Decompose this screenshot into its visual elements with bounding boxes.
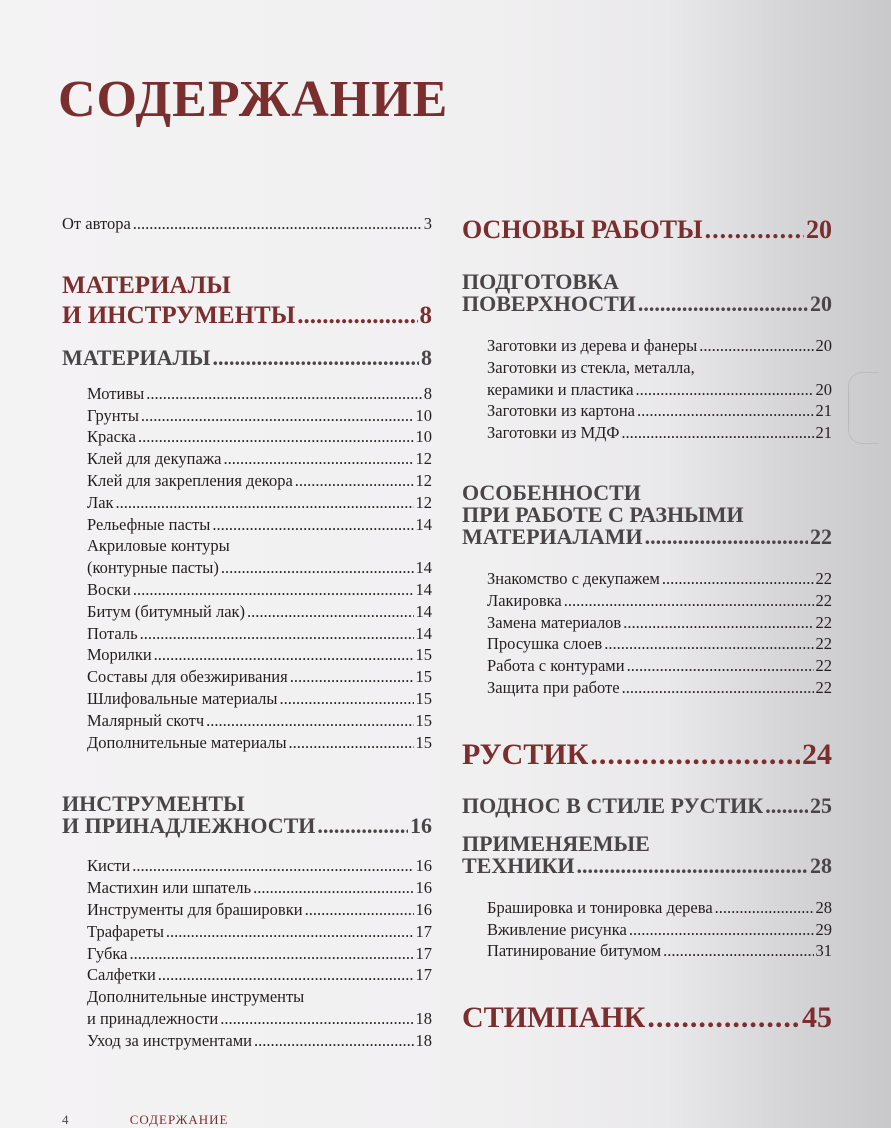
toc-entry-title: От автора: [62, 214, 131, 233]
section-title: РУСТИК: [462, 737, 589, 771]
dot-leader: [138, 426, 414, 448]
toc-page-number: 10: [415, 427, 432, 447]
toc-subsection-surface-prep[interactable]: [462, 271, 832, 315]
toc-entry-title: Салфетки: [87, 965, 156, 985]
toc-page-number: 21: [815, 423, 832, 443]
toc-page-number: 29: [815, 919, 832, 939]
toc-page-number: 20: [806, 215, 832, 244]
toc-list-surface-prep: [462, 335, 832, 444]
footer-page-number: 4: [62, 1112, 70, 1127]
toc-page-number: 15: [415, 645, 432, 665]
page-footer: [62, 1112, 229, 1128]
subsection-title-line1: ПОДГОТОВКА: [462, 269, 619, 294]
toc-left-column: [62, 213, 432, 1052]
toc-entry[interactable]: [87, 666, 432, 688]
dot-leader: [221, 557, 414, 579]
toc-entry[interactable]: [87, 732, 432, 754]
dot-leader: [166, 921, 414, 943]
toc-entry[interactable]: [487, 335, 832, 357]
dot-leader: [622, 677, 814, 699]
toc-page-number: 16: [415, 878, 432, 898]
dot-leader: [662, 568, 814, 590]
dot-leader: [305, 899, 414, 921]
toc-entry[interactable]: [487, 677, 832, 699]
toc-entry[interactable]: [87, 877, 432, 899]
toc-entry[interactable]: [487, 422, 832, 444]
toc-entry-title: Мастихин или шпатель: [87, 878, 252, 898]
dot-leader: [297, 301, 417, 331]
dot-leader: [224, 448, 414, 470]
toc-entry[interactable]: [87, 986, 432, 1030]
toc-entry[interactable]: [87, 899, 432, 921]
toc-section-rustic[interactable]: [462, 739, 832, 771]
dot-leader: [699, 335, 813, 357]
subsection-title: МАТЕРИАЛЫ: [62, 344, 211, 370]
dot-leader: [206, 710, 413, 732]
toc-page-number: 22: [815, 568, 832, 588]
toc-page-number: 8: [423, 383, 432, 403]
toc-entry-title: (контурные пасты): [87, 558, 219, 578]
toc-entry-title-line1: Заготовки из стекла, металла,: [487, 357, 695, 377]
toc-page-number: 16: [415, 899, 432, 919]
toc-page-number: 16: [415, 856, 432, 876]
toc-entry[interactable]: [87, 964, 432, 986]
toc-entry[interactable]: [87, 623, 432, 645]
dot-leader: [295, 470, 414, 492]
dot-leader: [705, 213, 804, 247]
toc-entry[interactable]: [87, 448, 432, 470]
toc-entry[interactable]: [87, 601, 432, 623]
toc-section-materials-tools[interactable]: [62, 271, 432, 331]
toc-page-number: 22: [815, 656, 832, 676]
toc-entry-title: Брашировка и тонировка дерева: [487, 897, 713, 917]
toc-page-number: 12: [415, 492, 432, 512]
toc-entry-title: Просушка слоев: [487, 634, 603, 654]
toc-page-number: 15: [415, 710, 432, 730]
toc-right-column: [462, 213, 832, 1034]
toc-entry[interactable]: [487, 568, 832, 590]
toc-entry-title: Трафареты: [87, 921, 164, 941]
toc-page-number: 22: [815, 590, 832, 610]
toc-list-materials: [62, 383, 432, 754]
toc-entry[interactable]: [487, 590, 832, 612]
toc-entry-title-line1: Акриловые контуры: [87, 536, 230, 556]
toc-entry[interactable]: [487, 655, 832, 677]
toc-page-number: 14: [415, 514, 432, 534]
toc-entry-title: Кисти: [87, 856, 131, 876]
subsection-title-line2: ПОВЕРХНОСТИ: [462, 291, 636, 316]
dot-leader: [638, 293, 808, 315]
subsection-title-line3: МАТЕРИАЛАМИ: [462, 523, 643, 549]
toc-page-number: 3: [423, 214, 432, 233]
dot-leader: [116, 492, 414, 514]
dot-leader: [765, 793, 808, 819]
section-title: СТИМПАНК: [462, 1001, 646, 1035]
toc-entry[interactable]: [87, 470, 432, 492]
toc-entry-title: Знакомство с декупажем: [487, 568, 660, 588]
toc-entry-title: и принадлежности: [87, 1008, 219, 1028]
toc-entry[interactable]: [87, 688, 432, 710]
toc-page-number: 18: [415, 1030, 432, 1050]
section-title-line1: МАТЕРИАЛЫ: [62, 271, 231, 299]
dot-leader: [629, 919, 814, 941]
dot-leader: [623, 612, 813, 634]
toc-entry-title: Патинирование битумом: [487, 941, 662, 961]
toc-page-number: 15: [415, 732, 432, 752]
toc-subsection-tray[interactable]: [462, 793, 832, 819]
toc-page-number: 8: [421, 344, 432, 370]
dot-leader: [645, 526, 808, 548]
toc-entry-title: Инструменты для брашировки: [87, 899, 303, 919]
toc-entry-title: Заготовки из картона: [487, 401, 635, 421]
toc-entry-title: Шлифовальные материалы: [87, 688, 278, 708]
toc-entry[interactable]: [87, 1030, 432, 1052]
toc-entry[interactable]: [87, 579, 432, 601]
subsection-title-line2: ТЕХНИКИ: [462, 852, 575, 878]
toc-page-number: 45: [802, 1001, 832, 1035]
dot-leader: [132, 855, 413, 877]
toc-entry-title-line1: Дополнительные инструменты: [87, 987, 305, 1007]
footer-label: СОДЕРЖАНИЕ: [129, 1112, 229, 1127]
toc-entry-title: Клей для закрепления декора: [87, 470, 293, 490]
toc-entry-title: Заготовки из МДФ: [487, 423, 620, 443]
toc-entry[interactable]: [87, 514, 432, 536]
toc-page-number: 14: [415, 558, 432, 578]
dot-leader: [564, 590, 814, 612]
dot-leader: [146, 383, 422, 405]
toc-entry-title: Замена материалов: [487, 612, 622, 632]
toc-entry-title: Уход за инструментами: [87, 1030, 252, 1050]
toc-page-number: 31: [815, 941, 832, 961]
toc-page-number: 14: [415, 601, 432, 621]
dot-leader: [590, 739, 800, 771]
dot-leader: [290, 666, 414, 688]
toc-entry-title: Вживление рисунка: [487, 919, 627, 939]
toc-entry[interactable]: [487, 612, 832, 634]
toc-entry-title: Губка: [87, 943, 128, 963]
toc-entry[interactable]: [87, 535, 432, 579]
dot-leader: [663, 940, 813, 962]
toc-list-features: [462, 568, 832, 699]
toc-page-number: 15: [415, 667, 432, 687]
dot-leader: [247, 601, 413, 623]
toc-page-number: 10: [415, 405, 432, 425]
toc-entry-title: Мотивы: [87, 383, 145, 403]
toc-entry-title: Грунты: [87, 405, 139, 425]
dot-leader: [637, 400, 814, 422]
subsection-title-line1: ОСОБЕННОСТИ: [462, 479, 641, 505]
toc-page-number: 12: [415, 470, 432, 490]
toc-entry[interactable]: [487, 940, 832, 962]
toc-section-steampunk[interactable]: [462, 1002, 832, 1034]
dot-leader: [254, 1030, 414, 1052]
dot-leader: [220, 1008, 413, 1030]
dot-leader: [604, 633, 813, 655]
toc-entry-title: Клей для декупажа: [87, 449, 222, 469]
toc-entry[interactable]: [87, 710, 432, 732]
toc-entry-intro[interactable]: [62, 213, 432, 235]
toc-page-number: 12: [415, 449, 432, 469]
dot-leader: [715, 897, 814, 919]
dot-leader: [279, 688, 413, 710]
toc-subsection-tools[interactable]: [62, 793, 432, 837]
toc-entry-title: Защита при работе: [487, 677, 620, 697]
toc-page-number: 14: [415, 579, 432, 599]
dot-leader: [213, 345, 420, 371]
subsection-title-line2: И ПРИНАДЛЕЖНОСТИ: [62, 813, 316, 839]
toc-page-number: 20: [810, 291, 832, 316]
subsection-title-line1: ПРИМЕНЯЕМЫЕ: [462, 830, 650, 856]
toc-entry-title: Работа с контурами: [487, 656, 625, 676]
dot-leader: [636, 379, 814, 401]
toc-subsection-techniques[interactable]: [462, 830, 832, 878]
dot-leader: [154, 644, 414, 666]
toc-page-number: 28: [815, 897, 832, 917]
toc-entry[interactable]: [87, 405, 432, 427]
toc-entry-title: Битум (битумный лак): [87, 601, 246, 621]
toc-entry-title: Рельефные пасты: [87, 514, 211, 534]
toc-page-number: 8: [419, 301, 432, 329]
toc-entry-title: Лакировка: [487, 590, 562, 610]
toc-page-number: 22: [810, 523, 832, 549]
toc-entry-title: Малярный скотч: [87, 710, 205, 730]
toc-entry[interactable]: [87, 644, 432, 666]
toc-page-number: 17: [415, 921, 432, 941]
dot-leader: [253, 877, 413, 899]
dot-leader: [133, 213, 422, 235]
toc-entry[interactable]: [487, 919, 832, 941]
toc-section-basics[interactable]: [462, 213, 832, 247]
dot-leader: [289, 732, 414, 754]
subsection-title-line1: ИНСТРУМЕНТЫ: [62, 791, 245, 817]
toc-entry[interactable]: [87, 426, 432, 448]
subsection-title: ПОДНОС В СТИЛЕ РУСТИК: [462, 792, 764, 818]
toc-page-number: 16: [410, 813, 432, 839]
toc-entry[interactable]: [87, 921, 432, 943]
toc-subsection-features[interactable]: [462, 479, 832, 549]
dot-leader: [647, 1002, 800, 1034]
dot-leader: [141, 405, 414, 427]
toc-entry-title: Морилки: [87, 645, 152, 665]
toc-list-techniques: [462, 897, 832, 962]
dot-leader: [212, 514, 413, 536]
toc-page-number: 17: [415, 943, 432, 963]
toc-page-number: 21: [815, 401, 832, 421]
toc-entry[interactable]: [487, 400, 832, 422]
toc-entry[interactable]: [487, 633, 832, 655]
toc-page-number: 20: [815, 379, 832, 399]
dot-leader: [133, 579, 414, 601]
toc-page-number: 17: [415, 965, 432, 985]
toc-entry-title: керамики и пластика: [487, 379, 634, 399]
toc-entry[interactable]: [87, 492, 432, 514]
page-tab-decoration: [848, 372, 879, 444]
toc-list-tools: [62, 855, 432, 1051]
toc-page-number: 15: [415, 688, 432, 708]
toc-entry-title: Воски: [87, 579, 131, 599]
toc-page-number: 22: [815, 677, 832, 697]
dot-leader: [140, 623, 414, 645]
section-title: ОСНОВЫ РАБОТЫ: [462, 215, 703, 244]
toc-entry-title: Дополнительные материалы: [87, 732, 287, 752]
toc-entry-title: Составы для обезжиривания: [87, 667, 288, 687]
toc-page-number: 28: [810, 852, 832, 878]
toc-entry-title: Краска: [87, 427, 136, 447]
dot-leader: [577, 855, 808, 877]
toc-page-number: 14: [415, 623, 432, 643]
toc-entry[interactable]: [487, 357, 832, 401]
page-title: СОДЕРЖАНИЕ: [58, 71, 449, 128]
toc-entry-title: Лак: [87, 492, 114, 512]
dot-leader: [317, 815, 408, 837]
toc-page-number: 22: [815, 634, 832, 654]
toc-subsection-materials[interactable]: [62, 345, 432, 371]
toc-entry-title: Поталь: [87, 623, 138, 643]
toc-entry-title: Заготовки из дерева и фанеры: [487, 336, 698, 355]
toc-entry[interactable]: [487, 897, 832, 919]
dot-leader: [158, 964, 414, 986]
toc-page-number: 20: [815, 336, 832, 355]
toc-page-number: 25: [810, 792, 832, 818]
dot-leader: [621, 422, 813, 444]
dot-leader: [129, 943, 413, 965]
toc-page-number: 18: [415, 1008, 432, 1028]
toc-entry[interactable]: [87, 943, 432, 965]
subsection-title-line2: ПРИ РАБОТЕ С РАЗНЫМИ: [462, 501, 744, 527]
toc-page-number: 24: [802, 737, 832, 771]
toc-entry[interactable]: [87, 383, 432, 405]
toc-entry[interactable]: [87, 855, 432, 877]
section-title-line2: И ИНСТРУМЕНТЫ: [62, 301, 296, 329]
toc-page-number: 22: [815, 612, 832, 632]
dot-leader: [627, 655, 814, 677]
